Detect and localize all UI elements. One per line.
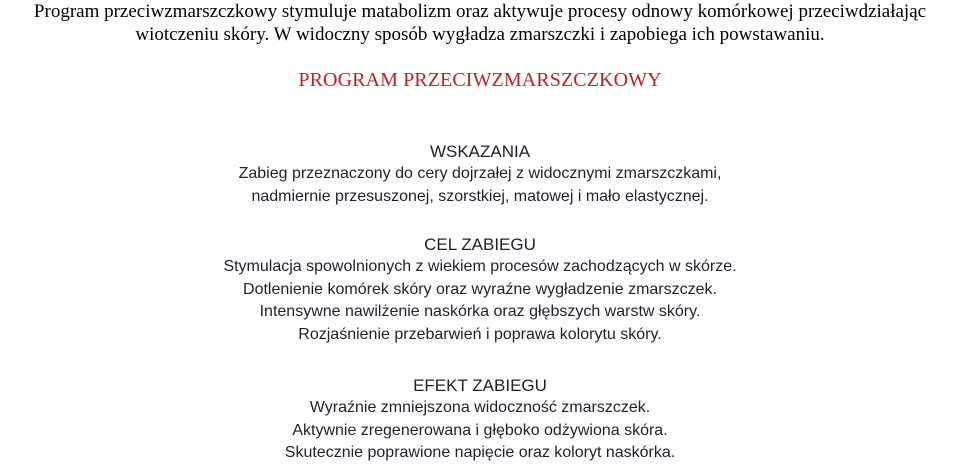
section-line: Skutecznie poprawione napięcie oraz koloryt naskórka. [284,444,676,461]
section-line: Intensywne nawilżenie naskórka oraz głębszych warstw skóry. [259,303,701,320]
section-line: Stymulacja spowolnionych z wiekiem procesów zachodzących w skórze. [223,258,737,275]
intro-line: Program przeciwzmarszczkowy stymuluje matabolizm oraz aktywuje procesy odnowy komórkowej przeciwdziałając [33,1,927,22]
section-heading: WSKAZANIA [429,142,531,161]
section-line: Dotlenienie komórek skóry oraz wyraźne wygładzenie zmarszczek. [243,280,717,298]
section-heading: CEL ZABIEGU [424,235,536,254]
section-line: nadmiernie przesuszonej, szorstkiej, matowej i mało elastycznej. [251,187,709,205]
section-wskazania [0,140,960,208]
intro-paragraph [0,0,960,46]
section-heading: EFEKT ZABIEGU [413,376,547,395]
section-cel-zabiegu [0,233,960,346]
section-line: Aktywnie zregenerowana i głęboko odżywiona skóra. [292,421,668,439]
section-line: Zabieg przeznaczony do cery dojrzałej z widocznymi zmarszczkami, [238,165,722,182]
intro-line: wiotczeniu skóry. W widoczny sposób wygładza zmarszczki i zapobiega ich powstawaniu. [135,24,825,45]
section-line: Rozjaśnienie przebarwień i poprawa kolorytu skóry. [298,325,662,343]
section-efekt-zabiegu [0,374,960,465]
section-line: Wyraźnie zmniejszona widoczność zmarszczek. [309,399,651,416]
program-title: PROGRAM PRZECIWZMARSZCZKOWY [298,69,662,91]
